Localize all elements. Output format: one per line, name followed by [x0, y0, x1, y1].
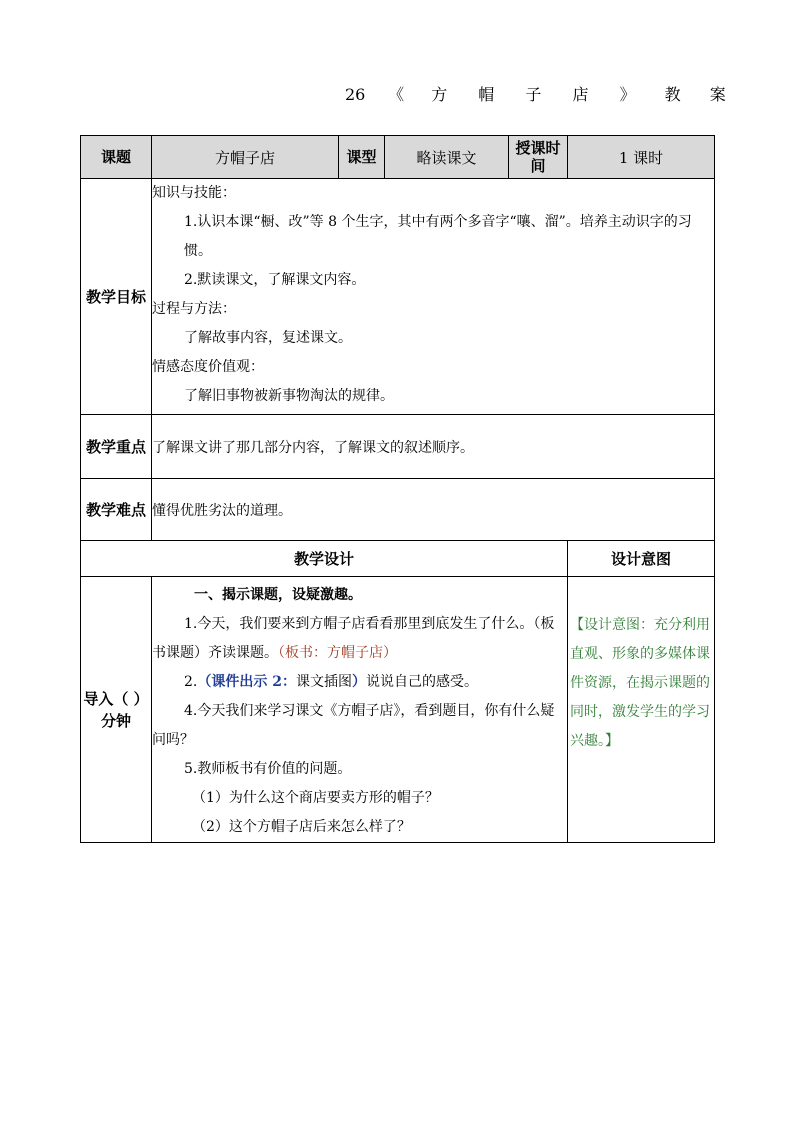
lesson-info-row: [81, 136, 715, 179]
difficulties-label: 教学难点: [81, 479, 152, 541]
topic-value: 方帽子店: [152, 136, 339, 179]
intro-item-1: [152, 610, 567, 668]
goal-line: 1.认识本课“橱、改”等 8 个生字，其中有两个多音字“嚷、溜”。培养主动识字的习惯。: [184, 214, 692, 259]
time-value: 1 课时: [568, 136, 715, 179]
title-char: 《: [388, 85, 405, 104]
time-label: 授课时间: [509, 136, 568, 179]
title-char: 》: [619, 85, 636, 104]
goals-label: 教学目标: [81, 179, 152, 415]
title-char: 帽: [478, 85, 495, 104]
design-header-row: [81, 541, 715, 577]
title-char: 店: [572, 85, 589, 104]
courseware-note-close: ）: [351, 674, 366, 690]
key-points-text: 了解课文讲了那几部分内容，了解课文的叙述顺序。: [152, 415, 715, 479]
intro-row: [81, 577, 715, 843]
goal-line: 了解故事内容，复述课文。: [184, 330, 352, 346]
title-char: 教: [664, 85, 681, 104]
difficulties-row: [81, 479, 715, 541]
lesson-plan-table: [80, 135, 715, 843]
board-writing-note: （板书：方帽子店）: [278, 645, 397, 661]
intro-intent: [568, 577, 715, 843]
document-title: [345, 82, 725, 106]
design-header-left: 教学设计: [81, 541, 568, 577]
title-char: 方: [431, 85, 448, 104]
intro-item-2-text: 说说自己的感受。: [365, 674, 478, 690]
type-value: 略读课文: [385, 136, 509, 179]
type-label: 课型: [339, 136, 385, 179]
difficulties-text: 懂得优胜劣汰的道理。: [152, 479, 715, 541]
intro-label: 导入（ ）分钟: [81, 577, 152, 843]
design-intent-text: 【设计意图：充分利用直观、形象的多媒体课件资源，在揭示课题的同时，激发学生的学习兴趣。】: [570, 617, 710, 749]
courseware-note-open: （课件出示 2：: [197, 674, 296, 690]
teaching-goals-row: [81, 179, 715, 415]
goal-line: 2.默读课文，了解课文内容。: [184, 272, 366, 288]
goal-line: 过程与方法：: [152, 301, 236, 317]
intro-item-2-num: 2.: [184, 674, 198, 690]
goal-line: 了解旧事物被新事物淘汰的规律。: [184, 388, 394, 404]
title-char: 子: [525, 85, 542, 104]
goals-content: [152, 179, 715, 415]
courseware-note-text: 课文插图: [295, 674, 352, 690]
intro-content: [152, 577, 568, 843]
title-number: 26: [345, 85, 366, 104]
intro-heading: 一、揭示课题，设疑激趣。: [194, 587, 362, 603]
goal-line: 情感态度价值观：: [152, 359, 264, 375]
intro-question-1: （1）为什么这个商店要卖方形的帽子？: [192, 790, 439, 806]
intro-question-2: （2）这个方帽子店后来怎么样了？: [192, 819, 411, 835]
intro-item-4: 4.今天我们来学习课文《方帽子店》，看到题目，你有什么疑问吗？: [152, 703, 555, 748]
key-points-label: 教学重点: [81, 415, 152, 479]
intro-item-5: 5.教师板书有价值的问题。: [184, 761, 352, 777]
intro-item-1-text: 1.今天，我们要来到方帽子店看看那里到底发生了什么。（板书课题）齐读课题。: [152, 616, 555, 661]
intro-item-2: [152, 668, 567, 697]
design-header-right: 设计意图: [568, 541, 715, 577]
goal-line: 知识与技能：: [152, 185, 236, 201]
topic-label: 课题: [81, 136, 152, 179]
key-points-row: [81, 415, 715, 479]
title-char: 案: [709, 85, 726, 104]
